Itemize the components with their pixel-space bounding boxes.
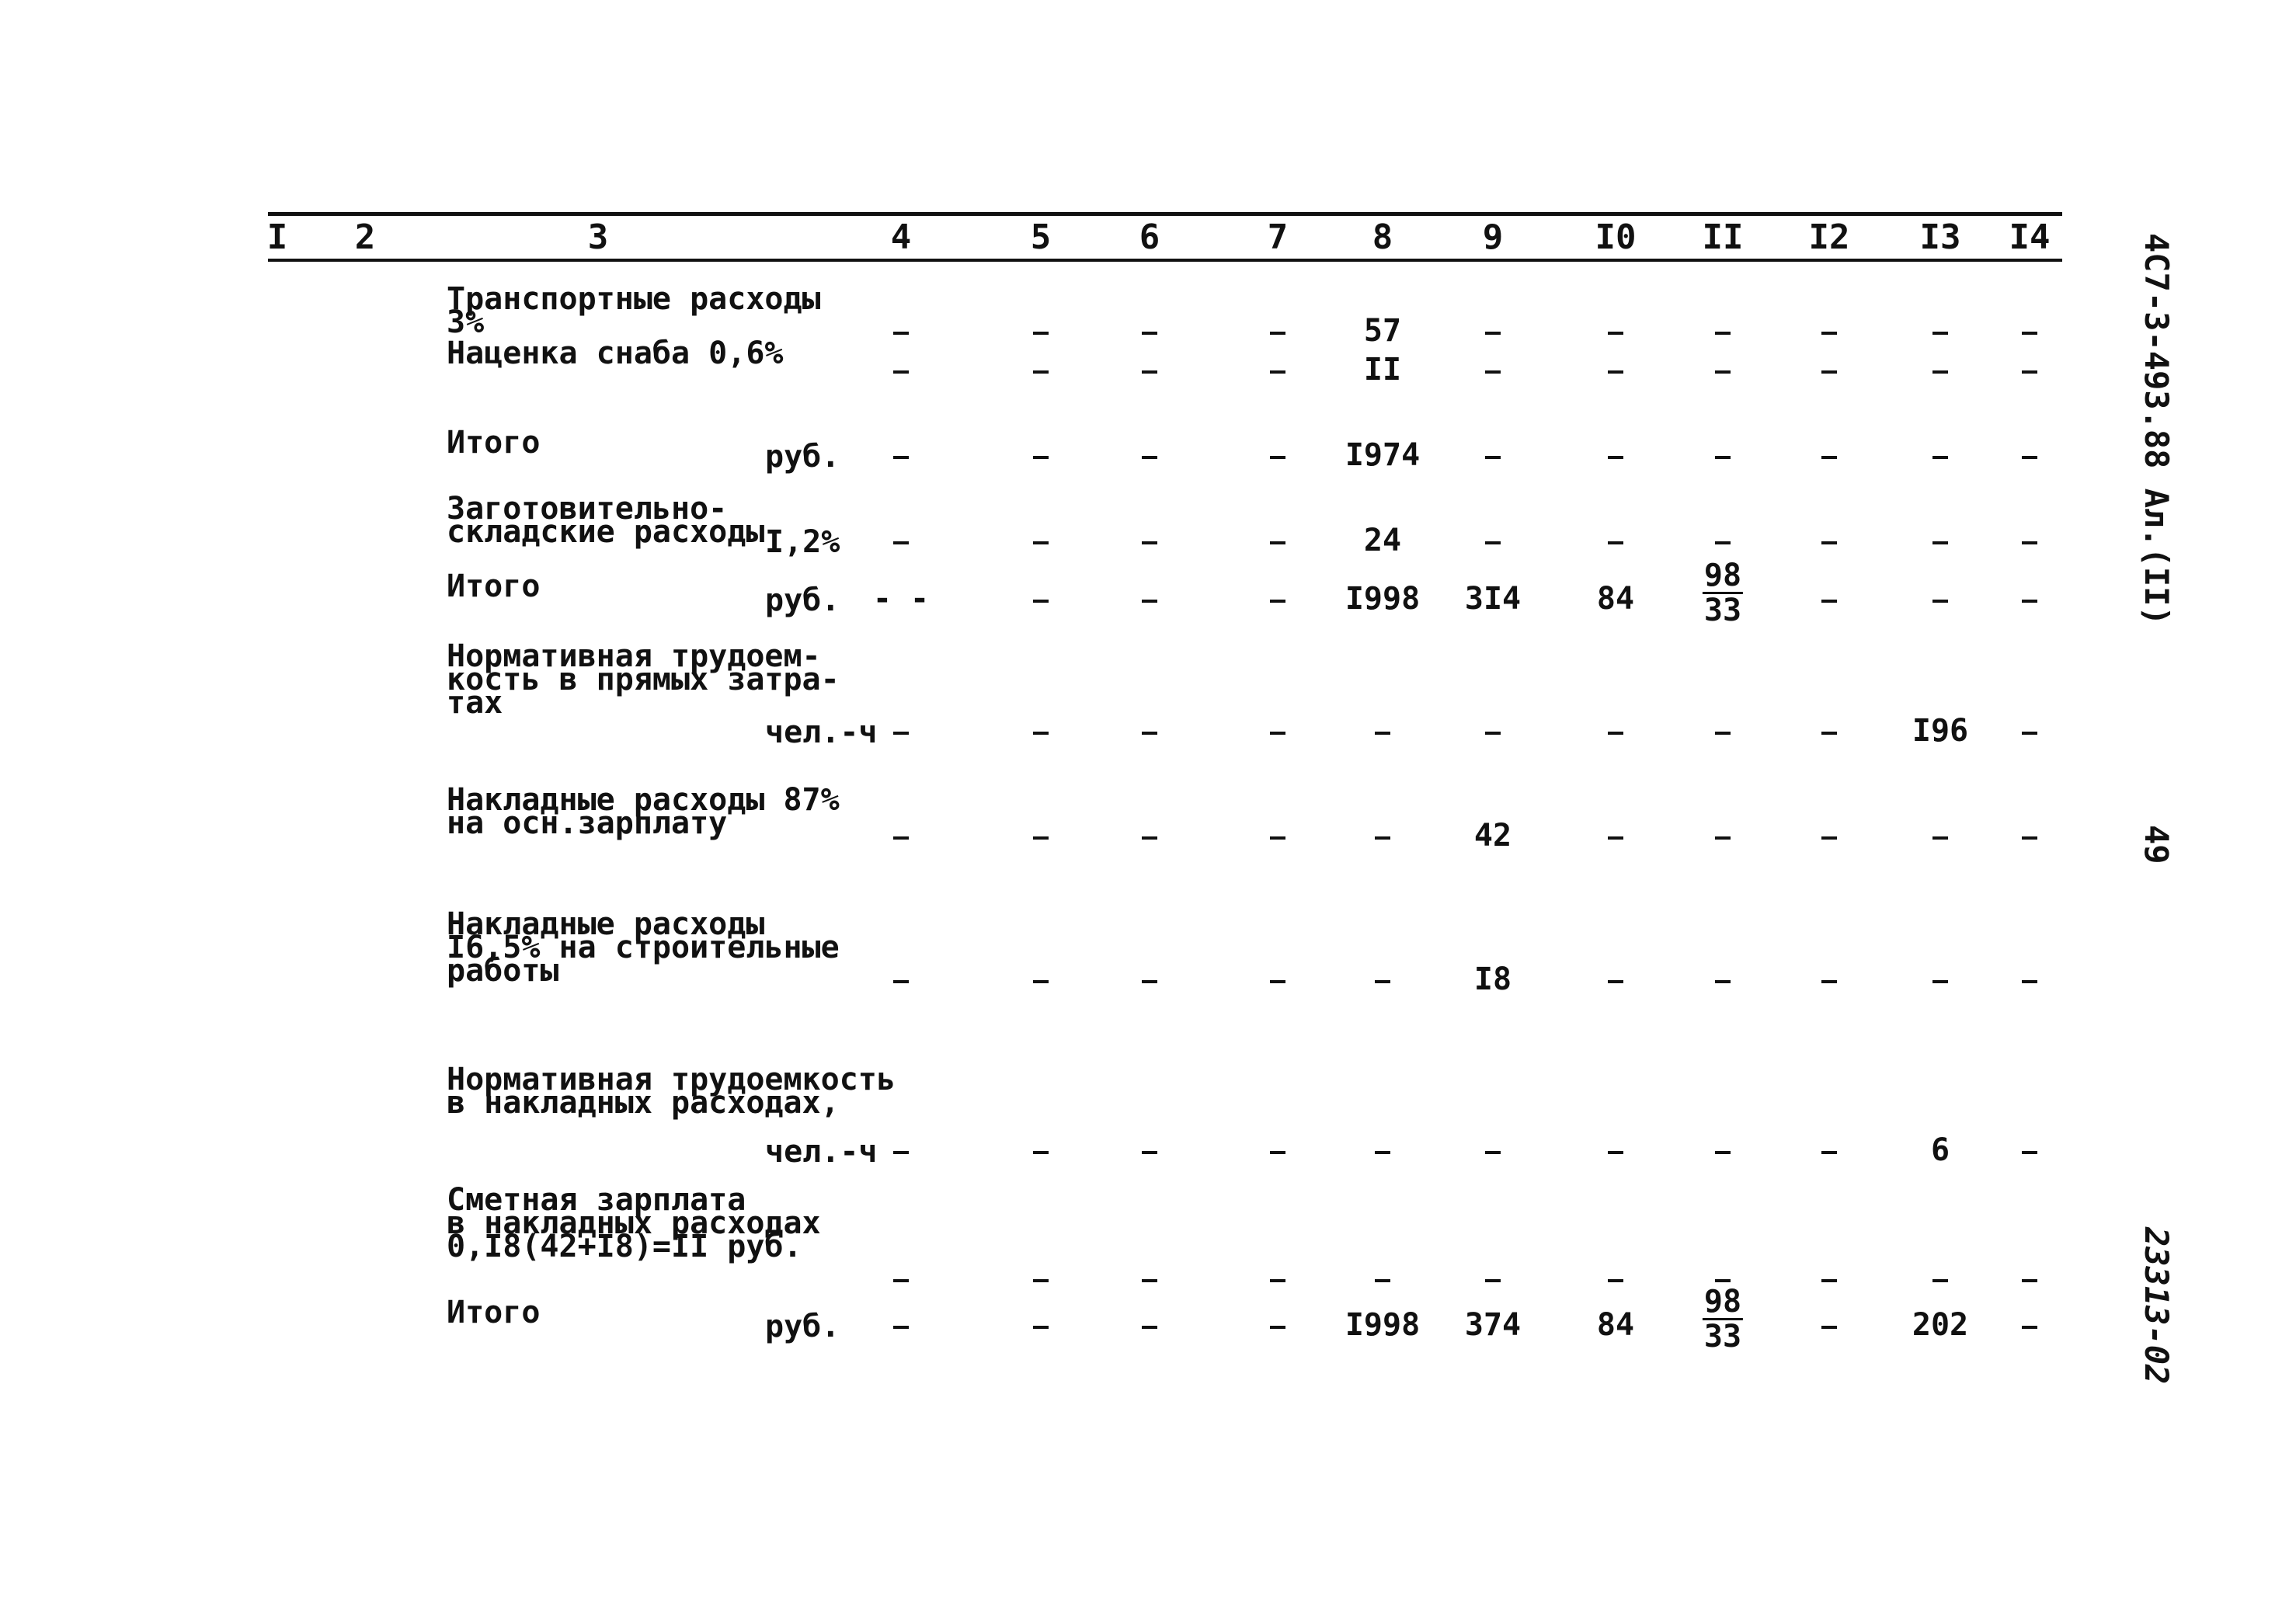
dash-cell bbox=[1142, 456, 1157, 459]
dash-cell bbox=[1270, 980, 1285, 983]
dash-cell bbox=[1033, 541, 1049, 544]
row-label: Заготовительно- складские расходы bbox=[447, 491, 765, 550]
row-label: Наценка снаба 0,6% bbox=[447, 336, 784, 371]
dash-cell bbox=[1375, 1151, 1390, 1154]
dash-cell bbox=[893, 1151, 909, 1154]
dash-cell bbox=[893, 332, 909, 335]
dash-cell bbox=[1932, 600, 1948, 603]
dash-cell bbox=[1821, 1326, 1837, 1329]
dash-cell bbox=[1142, 541, 1157, 544]
value-cell: I998 bbox=[1345, 581, 1421, 617]
dash-cell bbox=[1270, 732, 1285, 735]
dash-cell bbox=[1142, 1279, 1157, 1282]
dash-cell bbox=[1485, 332, 1501, 335]
dash-cell bbox=[1821, 836, 1837, 840]
dash-cell bbox=[1270, 1326, 1285, 1329]
dash-cell bbox=[1375, 732, 1390, 735]
fraction-denominator: 33 bbox=[1703, 1319, 1742, 1354]
column-header-9: 9 bbox=[1482, 217, 1504, 257]
row-label: Итого bbox=[447, 569, 541, 604]
dash-cell bbox=[1142, 980, 1157, 983]
dash-cell bbox=[1608, 836, 1623, 840]
dash-cell bbox=[1142, 732, 1157, 735]
dash-cell bbox=[1932, 541, 1948, 544]
dash-cell bbox=[2022, 732, 2037, 735]
dash-cell bbox=[1715, 836, 1731, 840]
dash-cell bbox=[2022, 836, 2037, 840]
page-number: 49 bbox=[2138, 825, 2176, 864]
fraction-value bbox=[1703, 1285, 1743, 1353]
row-label: Нормативная трудоем- кость в прямых затра- тах bbox=[447, 638, 840, 721]
value-cell: I998 bbox=[1345, 1307, 1421, 1343]
dash-cell bbox=[1821, 370, 1837, 374]
dash-cell bbox=[1932, 980, 1948, 983]
row-unit: руб. bbox=[765, 439, 840, 475]
value-cell: 84 bbox=[1596, 581, 1635, 617]
header-bottom-rule bbox=[268, 259, 2062, 262]
doc-code-margin: 4С7-3-493.88 Ал.(II) bbox=[2138, 233, 2176, 626]
dash-cell bbox=[893, 836, 909, 840]
dash-cell bbox=[1033, 600, 1049, 603]
dash-cell bbox=[1270, 1279, 1285, 1282]
dash-cell bbox=[1715, 980, 1731, 983]
row-unit: чел.-ч bbox=[765, 1134, 878, 1170]
dash-cell bbox=[893, 980, 909, 983]
dash-cell bbox=[893, 732, 909, 735]
column-header-10: I0 bbox=[1595, 217, 1637, 257]
dash-cell bbox=[1932, 370, 1948, 374]
dash-cell bbox=[1270, 541, 1285, 544]
dash-cell bbox=[1821, 541, 1837, 544]
dash-cell bbox=[893, 1326, 909, 1329]
column-header-3: 3 bbox=[587, 217, 609, 257]
dash-cell bbox=[1485, 1151, 1501, 1154]
fraction-numerator: 98 bbox=[1703, 558, 1742, 593]
dash-cell bbox=[1715, 541, 1731, 544]
value-cell: I96 bbox=[1912, 713, 1969, 749]
dash-cell bbox=[2022, 980, 2037, 983]
dash-cell bbox=[1821, 980, 1837, 983]
dash-cell bbox=[1142, 836, 1157, 840]
value-cell: 24 bbox=[1363, 523, 1402, 558]
dash-cell bbox=[1608, 732, 1623, 735]
value-cell: 374 bbox=[1464, 1307, 1522, 1343]
dash-cell bbox=[1608, 541, 1623, 544]
dash-cell bbox=[1608, 332, 1623, 335]
dash-cell bbox=[1715, 370, 1731, 374]
dash-cell bbox=[1715, 1279, 1731, 1282]
dash-cell bbox=[2022, 1279, 2037, 1282]
dash-cell bbox=[1375, 836, 1390, 840]
column-header-11: II bbox=[1702, 217, 1744, 257]
row-unit: руб. bbox=[765, 582, 840, 618]
dash-cell bbox=[893, 370, 909, 374]
column-header-1: I bbox=[266, 217, 288, 257]
dash-cell bbox=[1485, 456, 1501, 459]
dash-cell bbox=[1485, 732, 1501, 735]
row-label: Транспортные расходы 3% bbox=[447, 281, 821, 340]
dash-cell bbox=[1821, 732, 1837, 735]
value-cell: 84 bbox=[1596, 1307, 1635, 1343]
column-header-12: I2 bbox=[1808, 217, 1850, 257]
column-header-14: I4 bbox=[2009, 217, 2051, 257]
dash-cell bbox=[1608, 1279, 1623, 1282]
dash-cell bbox=[1270, 836, 1285, 840]
value-cell: 6 bbox=[1930, 1132, 1950, 1168]
dash-cell bbox=[1033, 836, 1049, 840]
dash-cell bbox=[893, 456, 909, 459]
dash-cell bbox=[1142, 370, 1157, 374]
column-header-8: 8 bbox=[1372, 217, 1393, 257]
dash-cell bbox=[1142, 1326, 1157, 1329]
row-unit: чел.-ч bbox=[765, 715, 878, 750]
row-label: Накладные расходы I6,5% на строительные работы bbox=[447, 906, 840, 989]
dash-cell bbox=[893, 541, 909, 544]
column-header-6: 6 bbox=[1139, 217, 1160, 257]
column-header-5: 5 bbox=[1030, 217, 1052, 257]
dash-cell bbox=[1142, 332, 1157, 335]
row-label: Сметная зарплата в накладных расходах 0,I8(42+I8)=II руб. bbox=[447, 1182, 821, 1264]
dash-cell bbox=[2022, 600, 2037, 603]
dash-cell bbox=[1270, 332, 1285, 335]
dash-cell bbox=[2022, 1326, 2037, 1329]
row-unit: I,2% bbox=[765, 524, 840, 560]
dash-cell bbox=[1715, 456, 1731, 459]
value-cell: 202 bbox=[1912, 1307, 1969, 1343]
dash-cell bbox=[1270, 1151, 1285, 1154]
value-cell: - - bbox=[872, 581, 930, 617]
value-cell: 3I4 bbox=[1464, 581, 1522, 617]
dash-cell bbox=[1033, 732, 1049, 735]
dash-cell bbox=[1932, 836, 1948, 840]
row-label: Итого bbox=[447, 425, 541, 461]
dash-cell bbox=[893, 1279, 909, 1282]
dash-cell bbox=[1715, 732, 1731, 735]
dash-cell bbox=[2022, 456, 2037, 459]
value-cell: I8 bbox=[1473, 962, 1512, 997]
dash-cell bbox=[1821, 600, 1837, 603]
dash-cell bbox=[1821, 1151, 1837, 1154]
dash-cell bbox=[2022, 1151, 2037, 1154]
dash-cell bbox=[1270, 600, 1285, 603]
row-unit: руб. bbox=[765, 1309, 840, 1344]
dash-cell bbox=[1375, 1279, 1390, 1282]
dash-cell bbox=[1821, 1279, 1837, 1282]
dash-cell bbox=[1142, 600, 1157, 603]
dash-cell bbox=[1821, 456, 1837, 459]
row-label: Нормативная трудоемкость в накладных расходах, bbox=[447, 1062, 896, 1121]
dash-cell bbox=[1270, 370, 1285, 374]
dash-cell bbox=[1033, 1151, 1049, 1154]
dash-cell bbox=[1033, 1326, 1049, 1329]
column-header-4: 4 bbox=[890, 217, 912, 257]
dash-cell bbox=[1608, 980, 1623, 983]
value-cell: 42 bbox=[1473, 818, 1512, 854]
value-cell: 57 bbox=[1363, 313, 1402, 349]
dash-cell bbox=[2022, 370, 2037, 374]
fraction-numerator: 98 bbox=[1703, 1284, 1742, 1320]
value-cell: I974 bbox=[1345, 437, 1421, 473]
dash-cell bbox=[2022, 541, 2037, 544]
dash-cell bbox=[1608, 370, 1623, 374]
row-label: Итого bbox=[447, 1295, 541, 1330]
dash-cell bbox=[1375, 980, 1390, 983]
dash-cell bbox=[1821, 332, 1837, 335]
dash-cell bbox=[1608, 1151, 1623, 1154]
dash-cell bbox=[1033, 332, 1049, 335]
column-header-7: 7 bbox=[1267, 217, 1289, 257]
fraction-denominator: 33 bbox=[1703, 593, 1742, 628]
dash-cell bbox=[1932, 456, 1948, 459]
dash-cell bbox=[1932, 1279, 1948, 1282]
dash-cell bbox=[1142, 1151, 1157, 1154]
fraction-value bbox=[1703, 559, 1743, 627]
dash-cell bbox=[1932, 332, 1948, 335]
column-header-13: I3 bbox=[1919, 217, 1961, 257]
dash-cell bbox=[1485, 370, 1501, 374]
dash-cell bbox=[1608, 456, 1623, 459]
row-label: Накладные расходы 87% на осн.зарплату bbox=[447, 782, 840, 841]
dash-cell bbox=[1485, 541, 1501, 544]
dash-cell bbox=[1270, 456, 1285, 459]
table-top-rule bbox=[268, 212, 2062, 216]
column-header-2: 2 bbox=[354, 217, 376, 257]
value-cell: II bbox=[1363, 352, 1402, 388]
dash-cell bbox=[1033, 980, 1049, 983]
dash-cell bbox=[1485, 1279, 1501, 1282]
order-number-margin: 23313-02 bbox=[2138, 1227, 2176, 1385]
dash-cell bbox=[1033, 370, 1049, 374]
dash-cell bbox=[1033, 456, 1049, 459]
dash-cell bbox=[1033, 1279, 1049, 1282]
dash-cell bbox=[1715, 332, 1731, 335]
dash-cell bbox=[2022, 332, 2037, 335]
dash-cell bbox=[1715, 1151, 1731, 1154]
